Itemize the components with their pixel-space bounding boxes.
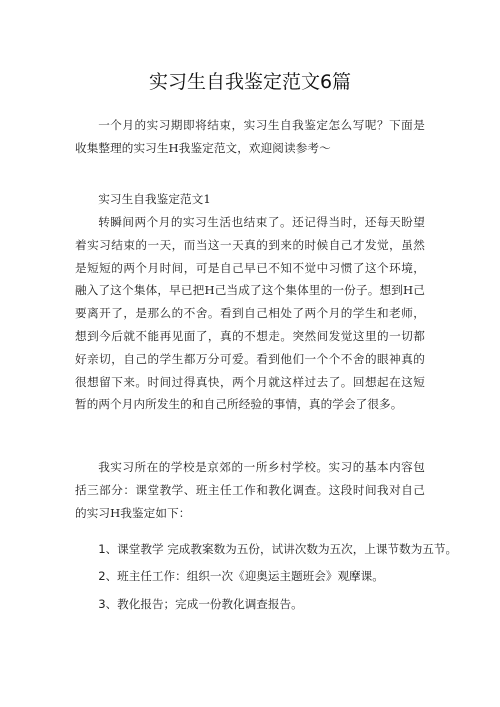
list-item: 2、班主任工作：组织一次《迎奥运主题班会》观摩课。 — [98, 569, 384, 583]
document-title: 实习生自我鉴定范文6篇 — [148, 71, 352, 93]
list-item: 1、课堂教学 完成教案数为五份，试讲次数为五次，上课节数为五节。 — [98, 542, 458, 556]
section-heading: 实习生自我鉴定范文1 — [98, 192, 211, 206]
body-paragraph-2: 我实习所在的学校是京郊的一所乡村学校。实习的基本内容包括三部分：课堂教学、班主任工作和教化调查。这段时间我对自己的实习H我鉴定如下： — [75, 460, 425, 520]
intro-paragraph: 一个月的实习期即将结束，实习生自我鉴定怎么写呢？下面是收集整理的实习生H我鉴定范文，欢迎阅读参考～ — [75, 118, 425, 155]
body-paragraph-1: 转瞬间两个月的实习生活也结束了。还记得当时，还每天盼望着实习结束的一天，而当这一天真的到来的时候自己才发觉，虽然是短短的两个月时间，可是自己早已不知不觉中习惯了这个环境，融入了这个集体，早已把H己当成了这个集体里的一份子。想到H己要离开了，是那么的不舍。看到自己相处了两个月的学生和老师，想到今后就不能再见面了，真的不想走。突然间发觉这里的一切都好亲切，自己的学生都万分可爱。看到他们一个个不舍的眼神真的很想留下来。时间过得真快，两个月就这样过去了。回想起在这短暂的两个月内所发生的和自己所经验的事情，真的学会了很多。 — [75, 215, 425, 412]
list-item: 3、教化报告；完成一份教化调查报告。 — [98, 597, 303, 611]
